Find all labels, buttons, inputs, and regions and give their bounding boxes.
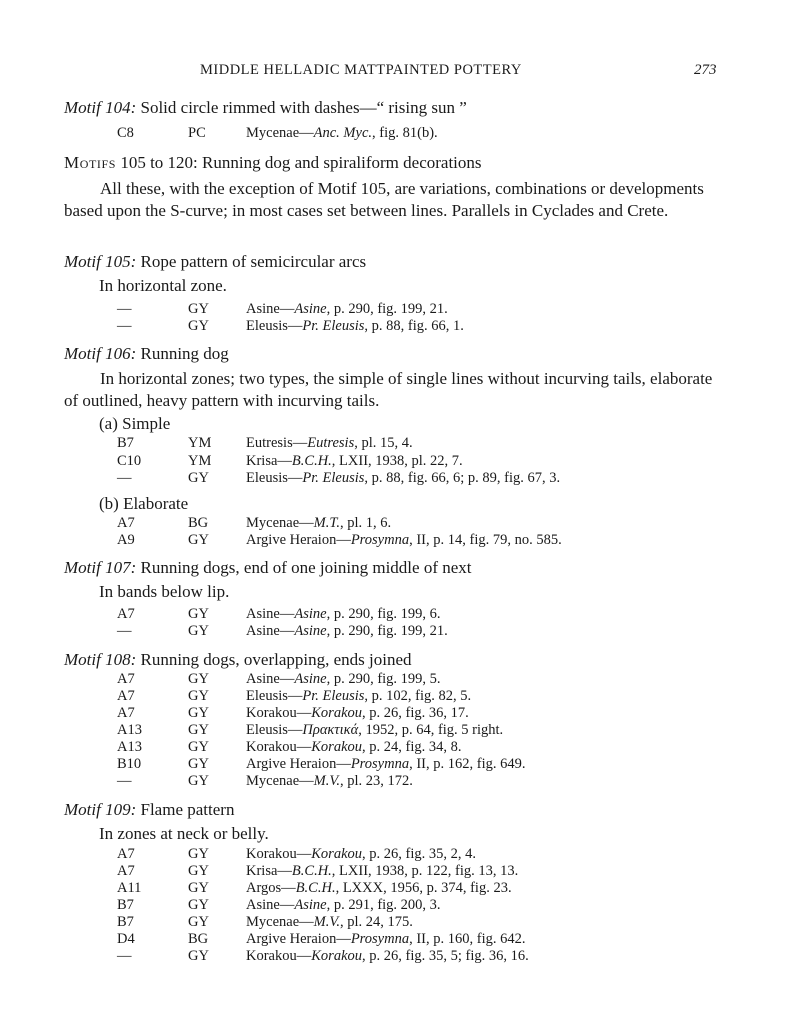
reference: Asine—Asine, p. 290, fig. 199, 21.	[246, 623, 448, 639]
reference: Asine—Asine, p. 290, fig. 199, 21.	[246, 301, 448, 317]
catalog-number: A13	[117, 722, 142, 738]
reference: Argos—B.C.H., LXXX, 1956, p. 374, fig. 23.	[246, 880, 512, 896]
fabric-code: GY	[188, 880, 209, 896]
fabric-code: GY	[188, 688, 209, 704]
table-row	[0, 705, 790, 723]
catalog-number: —	[117, 773, 132, 789]
motifs-105-120-heading	[64, 153, 482, 173]
table-row	[0, 318, 790, 336]
table-row	[0, 470, 790, 488]
motif-label: Motif 108:	[64, 650, 137, 669]
running-head: MIDDLE HELLADIC MATTPAINTED POTTERY	[200, 62, 522, 78]
reference: Korakou—Korakou, p. 26, fig. 35, 5; fig. 36, 16.	[246, 948, 529, 964]
fabric-code: YM	[188, 435, 212, 451]
motif-label: Motif 109:	[64, 800, 137, 819]
motif-106-heading	[64, 344, 229, 364]
fabric-code: GY	[188, 606, 209, 622]
reference: Eleusis—Pr. Eleusis, p. 102, fig. 82, 5.	[246, 688, 472, 704]
table-row	[0, 301, 790, 319]
motif-109-placement: In zones at neck or belly.	[99, 824, 269, 843]
motifs-label: Motifs	[64, 153, 117, 172]
catalog-number: —	[117, 318, 132, 334]
catalog-number: A9	[117, 532, 135, 548]
fabric-code: GY	[188, 722, 209, 738]
catalog-number: A7	[117, 846, 135, 862]
catalog-number: A13	[117, 739, 142, 755]
motif-label: Motif 106:	[64, 344, 137, 363]
catalog-number: A7	[117, 515, 135, 531]
fabric-code: GY	[188, 705, 209, 721]
catalog-number: B7	[117, 897, 134, 913]
motif-109-heading	[64, 800, 234, 820]
reference: Eutresis—Eutresis, pl. 15, 4.	[246, 435, 413, 451]
fabric-code: YM	[188, 453, 212, 469]
reference: Mycenae—Anc. Myc., fig. 81(b).	[246, 125, 438, 141]
reference: Argive Heraion—Prosymna, II, p. 162, fig. 649.	[246, 756, 526, 772]
motif-title: Rope pattern of semicircular arcs	[140, 252, 367, 271]
motif-title: 105 to 120: Running dog and spiraliform decorations	[120, 153, 482, 172]
reference: Asine—Asine, p. 291, fig. 200, 3.	[246, 897, 441, 913]
catalog-number: B10	[117, 756, 142, 772]
simple-type-label: (a) Simple	[99, 414, 171, 433]
fabric-code: GY	[188, 914, 209, 930]
reference: Mycenae—M.V., pl. 23, 172.	[246, 773, 413, 789]
table-row	[0, 863, 790, 881]
catalog-number: B7	[117, 914, 134, 930]
catalog-number: B7	[117, 435, 134, 451]
motif-105-placement: In horizontal zone.	[99, 276, 227, 295]
motif-title: Flame pattern	[140, 800, 235, 819]
fabric-code: GY	[188, 773, 209, 789]
motif-106-description: In horizontal zones; two types, the simple of single lines without incurving tails, elaborate of outlined, heavy pattern with incurving tails.	[64, 369, 713, 410]
motif-title: Running dog	[140, 344, 229, 363]
reference: Argive Heraion—Prosymna, II, p. 14, fig. 79, no. 585.	[246, 532, 562, 548]
fabric-code: GY	[188, 671, 209, 687]
fabric-code: GY	[188, 318, 209, 334]
table-row	[0, 773, 790, 791]
fabric-code: PC	[188, 125, 206, 141]
table-row	[0, 739, 790, 757]
catalog-number: A7	[117, 863, 135, 879]
motif-107-heading	[64, 558, 472, 578]
elaborate-type-label: (b) Elaborate	[99, 494, 189, 513]
fabric-code: GY	[188, 863, 209, 879]
reference: Eleusis—Pr. Eleusis, p. 88, fig. 66, 1.	[246, 318, 464, 334]
table-row	[0, 606, 790, 624]
fabric-code: GY	[188, 532, 209, 548]
motif-title: Running dogs, overlapping, ends joined	[140, 650, 412, 669]
reference: Eleusis—Pr. Eleusis, p. 88, fig. 66, 6; p. 89, fig. 67, 3.	[246, 470, 561, 486]
reference: Eleusis—Πρακτικά, 1952, p. 64, fig. 5 right.	[246, 722, 504, 738]
table-row	[0, 532, 790, 550]
table-row	[0, 125, 790, 143]
reference: Mycenae—M.V., pl. 24, 175.	[246, 914, 413, 930]
reference: Asine—Asine, p. 290, fig. 199, 6.	[246, 606, 441, 622]
table-row	[0, 846, 790, 864]
catalog-number: C8	[117, 125, 134, 141]
reference: Krisa—B.C.H., LXII, 1938, p. 122, fig. 13, 13.	[246, 863, 519, 879]
motif-title: Running dogs, end of one joining middle of next	[140, 558, 472, 577]
fabric-code: GY	[188, 739, 209, 755]
motif-label: Motif 105:	[64, 252, 137, 271]
table-row	[0, 722, 790, 740]
reference: Mycenae—M.T., pl. 1, 6.	[246, 515, 392, 531]
fabric-code: GY	[188, 623, 209, 639]
catalog-number: A7	[117, 705, 135, 721]
catalog-number: D4	[117, 931, 135, 947]
motif-108-heading	[64, 650, 412, 670]
catalog-number: A11	[117, 880, 142, 896]
fabric-code: GY	[188, 301, 209, 317]
table-row	[0, 671, 790, 689]
table-row	[0, 515, 790, 533]
fabric-code: GY	[188, 846, 209, 862]
catalog-number: —	[117, 948, 132, 964]
table-row	[0, 688, 790, 706]
motif-title: Solid circle rimmed with dashes—“ rising sun ”	[140, 98, 467, 117]
reference: Korakou—Korakou, p. 24, fig. 34, 8.	[246, 739, 462, 755]
page-number: 273	[694, 62, 717, 78]
fabric-code: BG	[188, 931, 209, 947]
table-row	[0, 435, 790, 453]
catalog-number: —	[117, 470, 132, 486]
table-row	[0, 756, 790, 774]
reference: Korakou—Korakou, p. 26, fig. 35, 2, 4.	[246, 846, 476, 862]
catalog-number: —	[117, 623, 132, 639]
catalog-number: —	[117, 301, 132, 317]
fabric-code: GY	[188, 948, 209, 964]
reference: Argive Heraion—Prosymna, II, p. 160, fig. 642.	[246, 931, 526, 947]
table-row	[0, 453, 790, 471]
catalog-number: A7	[117, 688, 135, 704]
table-row	[0, 897, 790, 915]
fabric-code: BG	[188, 515, 209, 531]
reference: Krisa—B.C.H., LXII, 1938, pl. 22, 7.	[246, 453, 463, 469]
page-header	[0, 62, 790, 84]
table-row	[0, 931, 790, 949]
motif-104-heading	[64, 98, 467, 118]
fabric-code: GY	[188, 897, 209, 913]
table-row	[0, 948, 790, 966]
motif-label: Motif 107:	[64, 558, 137, 577]
fabric-code: GY	[188, 756, 209, 772]
reference: Asine—Asine, p. 290, fig. 199, 5.	[246, 671, 441, 687]
catalog-number: A7	[117, 671, 135, 687]
table-row	[0, 623, 790, 641]
motifs-105-120-description: All these, with the exception of Motif 105, are variations, combinations or developments based upon the S-curve; in most cases set between lines. Parallels in Cyclades and Crete.	[64, 179, 704, 220]
table-row	[0, 914, 790, 932]
motif-105-heading	[64, 252, 366, 272]
reference: Korakou—Korakou, p. 26, fig. 36, 17.	[246, 705, 469, 721]
catalog-number: A7	[117, 606, 135, 622]
motif-107-placement: In bands below lip.	[99, 582, 230, 601]
motif-label: Motif 104:	[64, 98, 137, 117]
table-row	[0, 880, 790, 898]
fabric-code: GY	[188, 470, 209, 486]
catalog-number: C10	[117, 453, 142, 469]
